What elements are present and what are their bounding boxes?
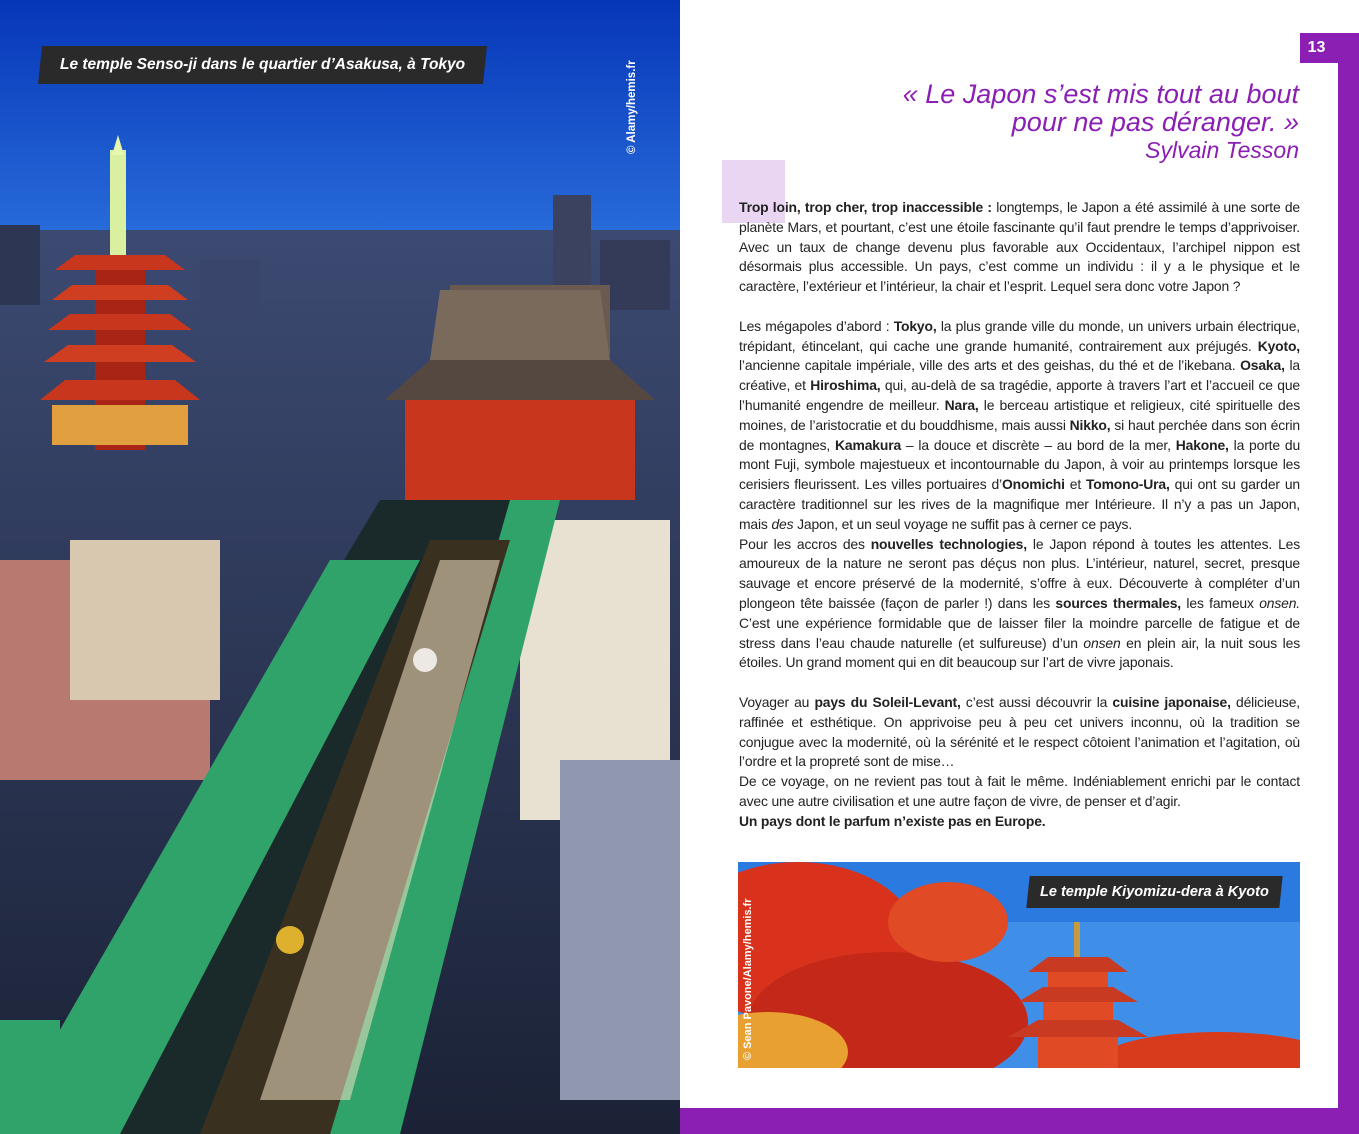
quote-line-2: pour ne pas déranger. » xyxy=(1011,107,1299,137)
quote-line-1: « Le Japon s’est mis tout au bout xyxy=(902,79,1299,109)
paragraph: Voyager au pays du Soleil-Levant, c’est aussi découvrir la cuisine japonaise, délicieuse, raffinée et esthétique. On apprivoise peu à peu cet univers inconnu, où la tradition se conjugue avec la modernité, où la sérénité et le respect côtoient l’animation et l’agitation, où l’ordre et la propreté sont de mise… xyxy=(739,693,1301,770)
bottom-photo-caption: Le temple Kiyomizu-dera à Kyoto xyxy=(1026,876,1282,908)
epigraph-quote xyxy=(779,80,1299,164)
quote-author: Sylvain Tesson xyxy=(1145,137,1299,163)
photo-credit: © Alamy/hemis.fr xyxy=(626,60,638,154)
page-number: 13 xyxy=(1300,33,1333,63)
bottom-accent-bar xyxy=(680,1108,1359,1134)
photo-caption: Le temple Senso-ji dans le quartier d’Asakusa, à Tokyo xyxy=(38,46,487,84)
paragraph: Trop loin, trop cher, trop inaccessible : longtemps, le Japon a été assimilé à une sorte de planète Mars, et pourtant, c’est une étoile fascinante qu’il faut prendre le temps d’apprivoiser. Avec un taux de change devenu plus favorable aux Occidentaux, l’archipel nippon est désormais plus accessible. Un pays, c’est comme un individu : il y a le physique et le caractère, l’extérieur et l’intérieur, la chair et l’esprit. Lequel sera donc votre Japon ? xyxy=(739,199,1300,295)
paragraph: Pour les accros des nouvelles technologies, le Japon répond à toutes les attentes. Les amoureux de la nature ne seront pas déçus non plus. L’intérieur, naturel, secret, presque sauvage et encore préservé de la modernité, s’offre à eux. Découverte à compléter d’un plongeon tête baissée (façon de parler !) dans les sources thermales, les fameux onsen. C’est une expérience formidable que de laisser filer la moindre parcelle de fatigue et de stress dans l’eau chaude naturelle (et sulfureuse) d’un onsen en plein air, la nuit sous les étoiles. Un grand moment qui en dit beaucoup sur l’art de vivre japonais. xyxy=(739,535,1301,671)
bottom-photo-credit: © Sean Pavone/Alamy/hemis.fr xyxy=(742,898,754,1060)
paragraph: Les mégapoles d’abord : Tokyo, la plus grande ville du monde, un univers urbain électrique, trépidant, étincelant, qui cache une grande humanité, contrairement aux préjugés. Kyoto, l’ancienne capitale impériale, ville des arts et des geishas, du thé et de l’ikebana. Osaka, la créative, et Hiroshima, qui, au-delà de sa tragédie, apporte à travers l’art et l’accueil ce que l’humanité engendre de meilleur. Nara, le berceau artistique et religieux, cité spirituelle des moines, de l’aristocratie et du bouddhisme, mais aussi Nikko, si haut perchée dans son écrin de montagnes, Kamakura – la douce et discrète – au bord de la mer, Hakone, la porte du mont Fuji, symbole majestueux et incontournable du Japon, à voir au printemps lorsque les cerisiers fleurissent. Les villes portuaires d’Onomichi et Tomono-Ura, qui ont su garder un caractère traditionnel sur les rives de la magnifique mer Intérieure. Il n’y a pas un Japon, mais des Japon, et un seul voyage ne suffit pas à cerner ce pays. xyxy=(739,317,1301,532)
article-body xyxy=(739,198,1300,832)
paragraph: De ce voyage, on ne revient pas tout à fait le même. Indéniablement enrichi par le contact avec une autre civilisation et une autre façon de vivre, de penser et d’agir. Un pays dont le parfum n’existe pas en Europe. xyxy=(739,773,1300,829)
